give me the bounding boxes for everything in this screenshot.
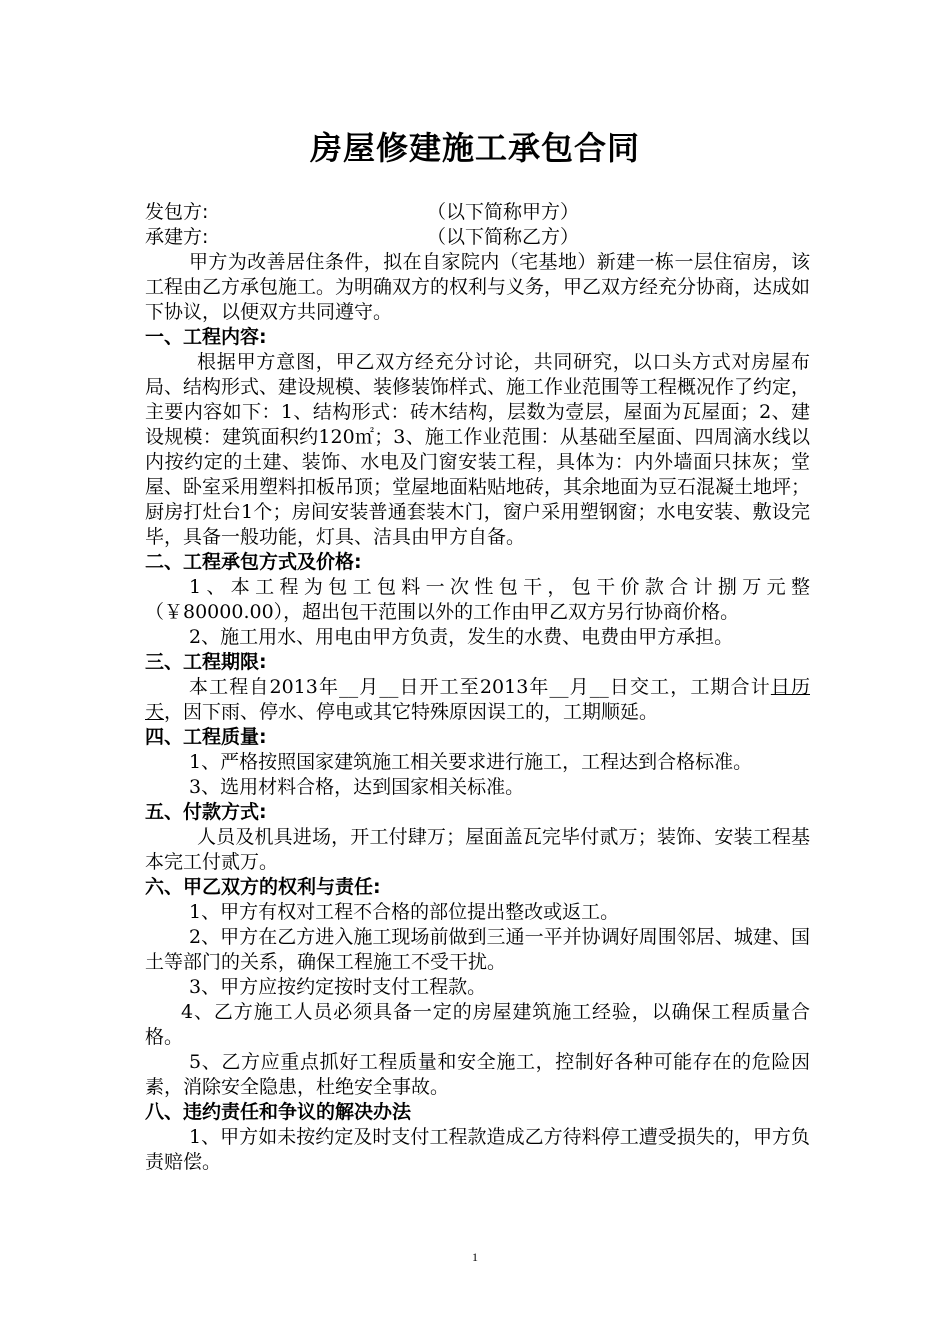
party-a-line	[145, 200, 810, 225]
rights-paragraph-1: 1、甲方有权对工程不合格的部位提出整改或返工。	[189, 901, 620, 923]
party-a-label: 发包方:	[145, 201, 209, 223]
party-a-note: （以下简称甲方）	[427, 201, 580, 223]
party-b-line	[145, 225, 810, 250]
rights-paragraph-3: 3、甲方应按约定按时支付工程款。	[189, 976, 487, 998]
payment-paragraph: 人员及机具进场，开工付肆万；屋面盖瓦完毕付贰万；装饰、安装工程基本完工付贰万。	[145, 826, 810, 873]
rights-paragraph-4: 4、乙方施工人员必须具备一定的房屋建筑施工经验，以确保工程质量合格。	[145, 1001, 810, 1048]
party-b-label: 承建方:	[145, 226, 209, 248]
section-heading-price: 二、工程承包方式及价格:	[145, 551, 362, 573]
scope-paragraph: 根据甲方意图，甲乙双方经充分讨论，共同研究，以口头方式对房屋布局、结构形式、建设规模、装修装饰样式、施工作业范围等工程概况作了约定，主要内容如下：1、结构形式：砖木结构，层数为壹层，屋面为瓦屋面；2、建设规模：建筑面积约120㎡；3、施工作业范围：从基础至屋面、四周滴水线以内按约定的土建、装饰、水电及门窗安装工程，具体为：内外墙面只抹灰；堂屋、卧室采用塑料扣板吊顶；堂屋地面粘贴地砖，其余地面为豆石混凝土地坪；厨房打灶台1个；房间安装普通套装木门，窗户采用塑钢窗；水电安装、敷设完毕，具备一般功能，灯具、洁具由甲方自备。	[145, 351, 811, 548]
intro-paragraph: 甲方为改善居住条件，拟在自家院内（宅基地）新建一栋一层住宿房，该工程由乙方承包施工。为明确双方的权利与义务，甲乙双方经充分协商，达成如下协议，以便双方共同遵守。	[145, 251, 811, 323]
period-text-end: ，因下雨、停水、停电或其它特殊原因误工的，工期顺延。	[164, 701, 659, 723]
quality-paragraph-1: 1、严格按照国家建筑施工相关要求进行施工，工程达到合格标准。	[189, 751, 753, 773]
party-b-note: （以下简称乙方）	[427, 226, 580, 248]
rights-paragraph-5: 5、乙方应重点抓好工程质量和安全施工，控制好各种可能存在的危险因素，消除安全隐患，杜绝安全事故。	[145, 1051, 810, 1098]
price-paragraph-2: 2、施工用水、用电由甲方负责，发生的水费、电费由甲方承担。	[189, 626, 734, 648]
section-heading-liability: 八、违约责任和争议的解决办法	[145, 1101, 412, 1123]
section-heading-scope: 一、工程内容:	[145, 326, 267, 348]
period-text-start: 本工程自2013年__月__日开工至2013年__月__日交工，工期合计	[189, 676, 771, 698]
quality-paragraph-2: 3、选用材料合格，达到国家相关标准。	[189, 776, 525, 798]
section-heading-rights: 六、甲乙双方的权利与责任:	[145, 876, 381, 898]
page-number: 1	[472, 1250, 478, 1264]
period-calendar-days: 日历天	[145, 676, 810, 723]
section-heading-period: 三、工程期限:	[145, 651, 267, 673]
price-paragraph-1: 1、本工程为包工包料一次性包干，包干价款合计捌万元整（￥80000.00），超出包干范围以外的工作由甲乙双方另行协商价格。	[145, 576, 810, 623]
document-title: 房屋修建施工承包合同	[309, 129, 640, 167]
rights-paragraph-2: 2、甲方在乙方进入施工现场前做到三通一平并协调好周围邻居、城建、国土等部门的关系，确保工程施工不受干扰。	[145, 926, 810, 973]
liability-paragraph-1: 1、甲方如未按约定及时支付工程款造成乙方待料停工遭受损失的，甲方负责赔偿。	[145, 1126, 810, 1173]
section-heading-quality: 四、工程质量:	[145, 726, 267, 748]
period-paragraph	[145, 675, 810, 725]
contract-body	[145, 200, 810, 1175]
section-heading-payment: 五、付款方式:	[145, 801, 267, 823]
